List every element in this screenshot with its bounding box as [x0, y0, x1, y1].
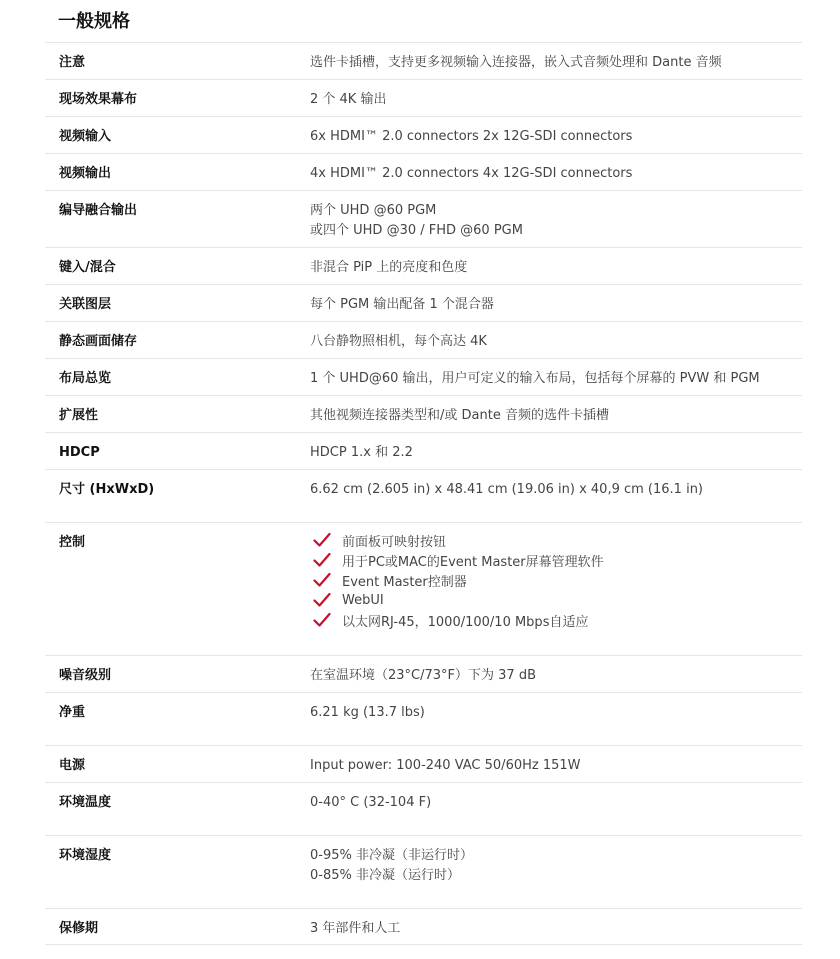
- spec-value: [310, 164, 790, 184]
- spec-value-line: 每个 PGM 输出配备 1 个混合器: [310, 297, 494, 312]
- checklist-item: [313, 550, 604, 570]
- checklist-item: [313, 530, 604, 550]
- spec-value: [310, 90, 790, 110]
- checklist-item-text: 以太网RJ-45，1000/100/10 Mbps自适应: [342, 614, 589, 630]
- check-icon: [313, 552, 331, 568]
- spec-value-line: 或四个 UHD @30 / FHD @60 PGM: [310, 223, 523, 238]
- spec-row: [45, 321, 802, 358]
- spec-value-line: 0-95% 非冷凝（非运行时）: [310, 848, 473, 863]
- spec-value: [310, 201, 790, 241]
- spec-value: [310, 369, 790, 389]
- page-title: 一般规格: [58, 11, 130, 32]
- spec-value-line: 6.62 cm (2.605 in) x 48.41 cm (19.06 in) x 40,9 cm (16.1 in): [310, 482, 704, 497]
- spec-value: [310, 919, 790, 939]
- spec-label: 控制: [59, 535, 86, 550]
- spec-table: [45, 42, 802, 945]
- spec-value: [310, 846, 790, 886]
- checklist-item: [313, 590, 604, 610]
- spec-value-line: 选件卡插槽，支持更多视频输入连接器，嵌入式音频处理和 Dante 音频: [310, 55, 722, 70]
- spec-value-line: 3 年部件和人工: [310, 921, 401, 936]
- spec-row: [45, 247, 802, 284]
- check-icon: [313, 612, 331, 628]
- spec-label: 视频输出: [59, 166, 112, 181]
- checklist-item-text: WebUI: [342, 592, 384, 608]
- spec-value-line: 6x HDMI™ 2.0 connectors 2x 12G-SDI connectors: [310, 129, 633, 144]
- spec-label: 现场效果幕布: [59, 92, 138, 107]
- spec-value-line: 2 个 4K 输出: [310, 92, 387, 107]
- spec-value: [310, 480, 790, 500]
- spec-value: [310, 406, 790, 426]
- spec-label: 静态画面储存: [59, 334, 138, 349]
- check-icon: [313, 532, 331, 548]
- spec-value: [310, 258, 790, 278]
- spec-value: [310, 793, 790, 813]
- spec-label: 编导融合输出: [59, 203, 138, 218]
- checklist-item-text: Event Master控制器: [342, 574, 467, 590]
- checklist-item: [313, 570, 604, 590]
- spec-label: 扩展性: [59, 408, 99, 423]
- spec-row: [45, 655, 802, 692]
- spec-value-line: 0-85% 非冷凝（运行时）: [310, 868, 460, 883]
- spec-row: [45, 522, 802, 655]
- spec-row: [45, 153, 802, 190]
- spec-value-line: 非混合 PiP 上的亮度和色度: [310, 260, 468, 275]
- spec-value-line: HDCP 1.x 和 2.2: [310, 445, 413, 460]
- spec-row: [45, 745, 802, 782]
- spec-label: 布局总览: [59, 371, 112, 386]
- spec-row: [45, 190, 802, 247]
- checklist-item-text: 前面板可映射按钮: [342, 534, 447, 550]
- check-icon: [313, 592, 331, 608]
- spec-row: [45, 79, 802, 116]
- spec-value-line: 两个 UHD @60 PGM: [310, 203, 437, 218]
- spec-value-line: Input power: 100-240 VAC 50/60Hz 151W: [310, 758, 581, 773]
- spec-label: 净重: [59, 705, 86, 720]
- spec-label: 视频输入: [59, 129, 112, 144]
- spec-value: [310, 703, 790, 723]
- spec-label: 噪音级别: [59, 668, 112, 683]
- spec-row: [45, 782, 802, 835]
- spec-label: 保修期: [59, 921, 99, 936]
- spec-row: [45, 358, 802, 395]
- spec-row: [45, 692, 802, 745]
- spec-row: [45, 469, 802, 522]
- spec-row: [45, 284, 802, 321]
- spec-label: HDCP: [59, 445, 100, 460]
- spec-value: [310, 756, 790, 776]
- spec-value: [310, 443, 790, 463]
- checklist-item-text: 用于PC或MAC的Event Master屏幕管理软件: [342, 554, 604, 570]
- spec-row: [45, 42, 802, 79]
- spec-value-line: 在室温环境（23°C/73°F）下为 37 dB: [310, 668, 536, 683]
- spec-row: [45, 395, 802, 432]
- spec-value: [310, 332, 790, 352]
- spec-row: [45, 835, 802, 908]
- spec-value: [310, 53, 790, 73]
- spec-label: 环境湿度: [59, 848, 112, 863]
- checklist-item: [313, 610, 604, 630]
- spec-row: [45, 908, 802, 945]
- spec-row: [45, 116, 802, 153]
- spec-value: [310, 295, 790, 315]
- spec-label: 尺寸 (HxWxD): [59, 482, 155, 497]
- spec-value-line: 八台静物照相机，每个高达 4K: [310, 334, 487, 349]
- control-checklist: [313, 530, 604, 630]
- check-icon: [313, 572, 331, 588]
- spec-value-line: 0-40° C (32-104 F): [310, 795, 432, 810]
- spec-value: [310, 127, 790, 147]
- spec-row: [45, 432, 802, 469]
- spec-value-line: 1 个 UHD@60 输出，用户可定义的输入布局，包括每个屏幕的 PVW 和 PGM: [310, 371, 760, 386]
- spec-label: 键入/混合: [59, 260, 116, 275]
- spec-label: 环境温度: [59, 795, 112, 810]
- spec-label: 注意: [59, 55, 86, 70]
- spec-value: [310, 666, 790, 686]
- spec-value-line: 其他视频连接器类型和/或 Dante 音频的选件卡插槽: [310, 408, 609, 423]
- spec-value-line: 4x HDMI™ 2.0 connectors 4x 12G-SDI connectors: [310, 166, 633, 181]
- spec-label: 电源: [59, 758, 86, 773]
- spec-label: 关联图层: [59, 297, 112, 312]
- spec-value-line: 6.21 kg (13.7 lbs): [310, 705, 425, 720]
